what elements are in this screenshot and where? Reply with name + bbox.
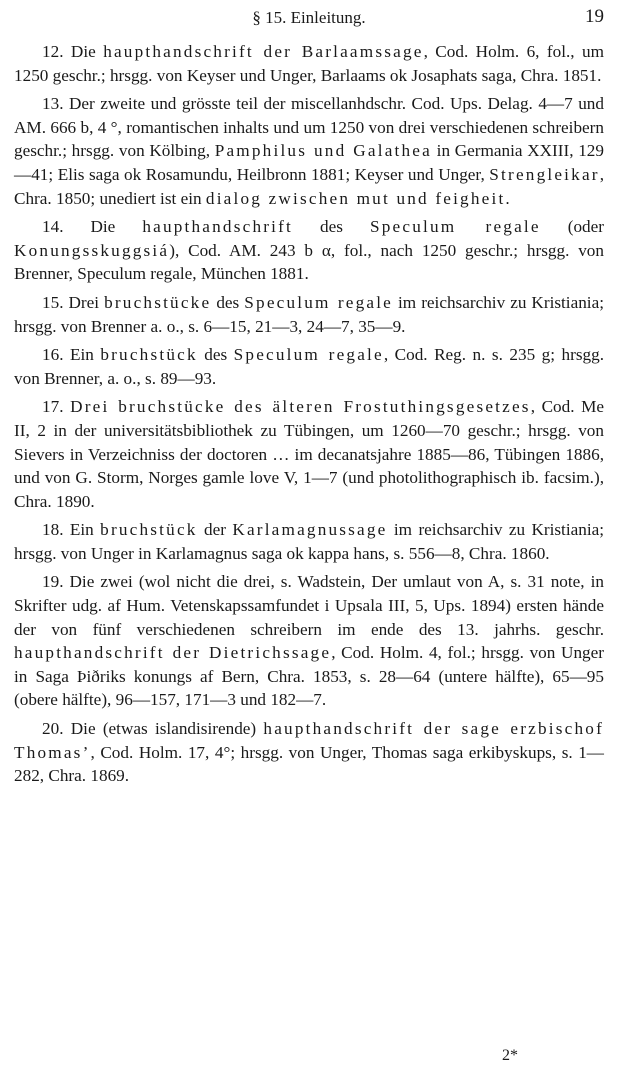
entry-text: im reichsarchiv zu Kristiania; hrsgg. von Brenner a. o., s. 6—15, 21—3, 24—7, 35—9. — [14, 292, 604, 336]
spaced-title-text: Konungsskuggsiá — [14, 240, 170, 260]
entry-text: 13. Der zweite und grösste teil der miscellanhdschr. Cod. Ups. Delag. 4—7 und AM. 666 b, 4 °, romantischen inhalts und um 1250 von drei verschiedenen schreibern geschr.; hrsgg. von Kölbing, — [14, 94, 604, 161]
entry-text: , Chra. 1850; unediert ist ein — [14, 164, 604, 208]
spaced-title-text: Drei bruchstücke des älteren Frostuthingsgesetzes — [70, 397, 531, 417]
entry-text: 19. Die zwei (wol nicht die drei, s. Wadstein, Der umlaut von A, s. 31 note, in Skrifter udg. af Hum. Vetenskapssamfundet i Upsala III, 5, Ups. 1894) ersten hände der von fünf verschiedenen schreibern im ende des 13. jahrhs. geschr. — [14, 572, 604, 639]
entry-text: , Cod. Holm. 17, 4°; hrsgg. von Unger, Thomas saga erkibyskups, s. 1—282, Chra. 1869. — [14, 742, 604, 786]
spaced-title-text: Pamphilus und Galathea — [214, 141, 432, 161]
entry-14 — [14, 215, 604, 286]
entry-text: 12. Die — [42, 42, 104, 61]
spaced-title-text: Speculum regale — [233, 345, 384, 365]
entry-16 — [14, 343, 604, 390]
spaced-title-text: dialog zwischen mut und feigheit — [205, 188, 506, 208]
entry-text: 20. Die (etwas islandisirende) — [42, 719, 264, 739]
entry-text: des — [197, 345, 234, 365]
running-header — [14, 6, 604, 30]
entry-text: 15. Drei — [42, 292, 105, 312]
spaced-title-text: haupthandschrift — [142, 217, 294, 237]
entry-20 — [14, 717, 604, 788]
spaced-title-text: Speculum regale — [369, 217, 541, 237]
entry-text: , Cod. Holm. 6, fol., um 1250 geschr.; hrsgg. von Keyser und Unger, Barlaams ok Josaphats saga, Chra. 1851. — [14, 42, 604, 85]
entry-text: im reichsarchiv zu Kristiania; hrsgg. von Unger in Karlamagnus saga ok kappa hans, s. 556—8, Chra. 1860. — [14, 520, 605, 563]
entry-text: 16. Ein — [42, 345, 101, 365]
page-number: 19 — [585, 6, 604, 27]
entry-text: ), Cod. AM. 243 b α, fol., nach 1250 geschr.; hrsgg. von Brenner, Speculum regale, München 1881. — [14, 240, 604, 284]
entry-text: , Cod. Reg. n. s. 235 g; hrsgg. von Brenner, a. o., s. 89—93. — [14, 345, 604, 388]
spaced-title-text: bruchstücke — [104, 292, 212, 312]
signature-mark: 2* — [502, 1047, 518, 1064]
entry-text: . — [505, 188, 510, 208]
page-body — [14, 40, 604, 793]
entry-text: in Germania XXIII, 129—41; Elis saga ok Rosamundu, Heilbronn 1881; Keyser und Unger, — [14, 141, 604, 184]
entry-text: , Cod. Holm. 4, fol.; hrsgg. von Unger in Saga Þiðriks konungs af Bern, Chra. 1853, s. 28—64 (untere hälfte), 65—95 (obere hälfte), 96—157, 171—3 und 182—7. — [14, 643, 604, 710]
entry-text: 18. Ein — [42, 520, 101, 540]
entry-text: 17. — [42, 397, 71, 417]
spaced-title-text: haupthandschrift der sage erzbischof Thomas’ — [14, 719, 604, 762]
entry-15 — [14, 291, 604, 338]
spaced-title-text: haupthandschrift der Barlaamssage — [103, 42, 424, 61]
entry-17 — [14, 395, 604, 513]
entry-text: des — [293, 217, 370, 237]
header-title: § 15. Einleitung. — [252, 8, 366, 27]
spaced-title-text: Speculum regale — [244, 292, 394, 312]
spaced-title-text: Karlamagnussage — [232, 520, 388, 540]
spaced-title-text: bruchstück — [100, 345, 198, 365]
entry-text: 14. Die — [42, 217, 143, 237]
entry-text: des — [211, 292, 245, 312]
entry-text: , Cod. Me II, 2 in der universitätsbibliothek zu Tübingen, um 1260—70 geschr.; hrsgg. von Sievers in Verzeichniss der doctoren … im decanatsjahre 1885—86, Tübingen 1886, und von G. Storm, Norges gamle love V, 1—7 (und photolithographisch ib. facsim.), Chra. 1890. — [14, 397, 605, 511]
entry-19 — [14, 570, 604, 712]
entry-13 — [14, 92, 604, 210]
entry-18 — [14, 518, 604, 565]
entry-text: (oder — [540, 217, 604, 237]
entry-text: der — [197, 520, 233, 540]
entry-12 — [14, 40, 604, 87]
spaced-title-text: Strengleikar — [489, 164, 600, 184]
spaced-title-text: haupthandschrift der Dietrichssage — [14, 643, 332, 663]
spaced-title-text: bruchstück — [100, 520, 198, 540]
